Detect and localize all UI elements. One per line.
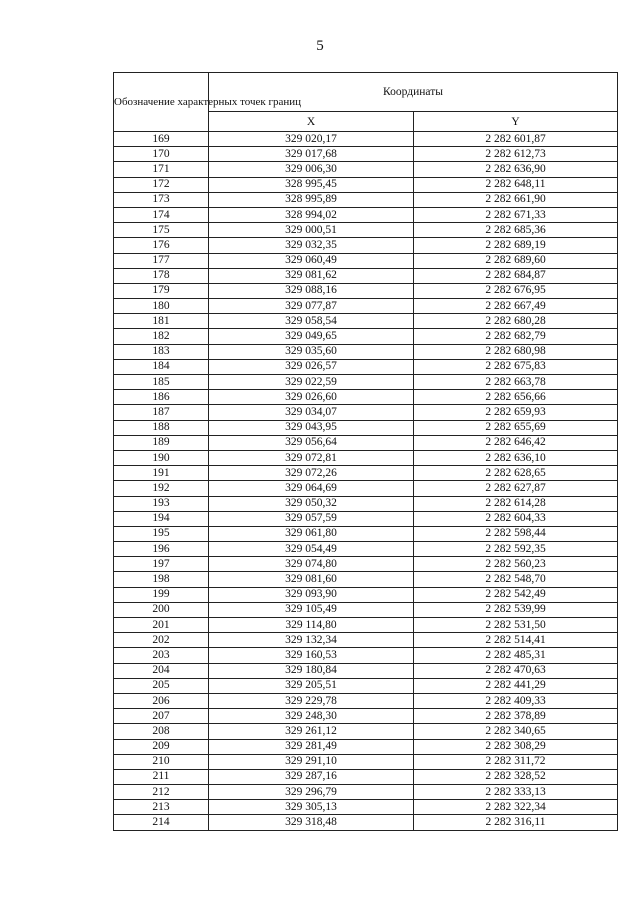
table-row [114, 557, 618, 572]
y-coordinate-cell: 2 282 676,95 [414, 283, 618, 298]
y-coordinate-cell: 2 282 409,33 [414, 693, 618, 708]
x-coordinate-cell: 329 050,32 [209, 496, 414, 511]
x-coordinate-cell: 329 261,12 [209, 724, 414, 739]
y-coordinate-cell: 2 282 539,99 [414, 602, 618, 617]
point-number-cell: 189 [114, 435, 209, 450]
x-coordinate-cell: 329 081,62 [209, 268, 414, 283]
y-coordinate-cell: 2 282 378,89 [414, 709, 618, 724]
table-row [114, 329, 618, 344]
x-coordinate-cell: 329 072,81 [209, 450, 414, 465]
x-coordinate-cell: 329 160,53 [209, 648, 414, 663]
point-number-cell: 169 [114, 132, 209, 147]
table-row [114, 496, 618, 511]
point-number-cell: 204 [114, 663, 209, 678]
x-coordinate-cell: 329 064,69 [209, 481, 414, 496]
x-coordinate-cell: 328 994,02 [209, 207, 414, 222]
x-coordinate-cell: 329 291,10 [209, 754, 414, 769]
x-coordinate-cell: 328 995,89 [209, 192, 414, 207]
table-row [114, 207, 618, 222]
table-row [114, 253, 618, 268]
y-header: Y [414, 112, 618, 132]
table-row [114, 162, 618, 177]
point-number-cell: 206 [114, 693, 209, 708]
point-number-cell: 200 [114, 602, 209, 617]
x-coordinate-cell: 329 056,64 [209, 435, 414, 450]
y-coordinate-cell: 2 282 485,31 [414, 648, 618, 663]
point-number-cell: 170 [114, 147, 209, 162]
point-number-cell: 184 [114, 359, 209, 374]
point-number-cell: 187 [114, 405, 209, 420]
y-coordinate-cell: 2 282 680,28 [414, 314, 618, 329]
x-coordinate-cell: 329 114,80 [209, 618, 414, 633]
table-row [114, 709, 618, 724]
table-header [114, 73, 618, 132]
table-row [114, 587, 618, 602]
point-number-cell: 210 [114, 754, 209, 769]
table-row [114, 299, 618, 314]
table-row [114, 769, 618, 784]
point-number-cell: 176 [114, 238, 209, 253]
point-number-cell: 198 [114, 572, 209, 587]
table-row [114, 359, 618, 374]
y-coordinate-cell: 2 282 328,52 [414, 769, 618, 784]
point-number-cell: 196 [114, 542, 209, 557]
y-coordinate-cell: 2 282 646,42 [414, 435, 618, 450]
x-coordinate-cell: 329 020,17 [209, 132, 414, 147]
y-coordinate-cell: 2 282 684,87 [414, 268, 618, 283]
x-coordinate-cell: 329 296,79 [209, 785, 414, 800]
y-coordinate-cell: 2 282 614,28 [414, 496, 618, 511]
y-coordinate-cell: 2 282 636,90 [414, 162, 618, 177]
y-coordinate-cell: 2 282 308,29 [414, 739, 618, 754]
table-row [114, 450, 618, 465]
x-coordinate-cell: 329 305,13 [209, 800, 414, 815]
x-coordinate-cell: 329 043,95 [209, 420, 414, 435]
y-coordinate-cell: 2 282 648,11 [414, 177, 618, 192]
y-coordinate-cell: 2 282 659,93 [414, 405, 618, 420]
x-coordinate-cell: 329 017,68 [209, 147, 414, 162]
y-coordinate-cell: 2 282 333,13 [414, 785, 618, 800]
coordinates-table [113, 72, 618, 831]
point-number-cell: 183 [114, 344, 209, 359]
x-coordinate-cell: 329 057,59 [209, 511, 414, 526]
y-coordinate-cell: 2 282 604,33 [414, 511, 618, 526]
point-number-cell: 193 [114, 496, 209, 511]
x-coordinate-cell: 329 318,48 [209, 815, 414, 830]
table-row [114, 542, 618, 557]
point-number-cell: 172 [114, 177, 209, 192]
point-number-cell: 181 [114, 314, 209, 329]
point-number-cell: 197 [114, 557, 209, 572]
x-coordinate-cell: 329 058,54 [209, 314, 414, 329]
point-number-cell: 179 [114, 283, 209, 298]
point-number-cell: 186 [114, 390, 209, 405]
point-number-cell: 213 [114, 800, 209, 815]
y-coordinate-cell: 2 282 627,87 [414, 481, 618, 496]
x-header: X [209, 112, 414, 132]
table-row [114, 375, 618, 390]
y-coordinate-cell: 2 282 680,98 [414, 344, 618, 359]
table-row [114, 754, 618, 769]
y-coordinate-cell: 2 282 671,33 [414, 207, 618, 222]
point-number-cell: 178 [114, 268, 209, 283]
point-number-cell: 191 [114, 466, 209, 481]
x-coordinate-cell: 329 105,49 [209, 602, 414, 617]
y-coordinate-cell: 2 282 612,73 [414, 147, 618, 162]
table-row [114, 481, 618, 496]
table-row [114, 739, 618, 754]
table-row [114, 177, 618, 192]
y-coordinate-cell: 2 282 598,44 [414, 526, 618, 541]
y-coordinate-cell: 2 282 685,36 [414, 223, 618, 238]
table-row [114, 815, 618, 830]
table-row [114, 344, 618, 359]
point-number-cell: 199 [114, 587, 209, 602]
point-number-cell: 205 [114, 678, 209, 693]
y-coordinate-cell: 2 282 592,35 [414, 542, 618, 557]
coordinates-header: Координаты [209, 73, 618, 112]
point-number-cell: 208 [114, 724, 209, 739]
table-row [114, 420, 618, 435]
table-row [114, 678, 618, 693]
table-row [114, 648, 618, 663]
point-number-cell: 182 [114, 329, 209, 344]
y-coordinate-cell: 2 282 682,79 [414, 329, 618, 344]
y-coordinate-cell: 2 282 514,41 [414, 633, 618, 648]
x-coordinate-cell: 329 205,51 [209, 678, 414, 693]
point-number-cell: 203 [114, 648, 209, 663]
y-coordinate-cell: 2 282 628,65 [414, 466, 618, 481]
point-number-cell: 173 [114, 192, 209, 207]
table-row [114, 511, 618, 526]
x-coordinate-cell: 329 060,49 [209, 253, 414, 268]
y-coordinate-cell: 2 282 655,69 [414, 420, 618, 435]
x-coordinate-cell: 329 061,80 [209, 526, 414, 541]
y-coordinate-cell: 2 282 667,49 [414, 299, 618, 314]
y-coordinate-cell: 2 282 663,78 [414, 375, 618, 390]
point-number-cell: 214 [114, 815, 209, 830]
x-coordinate-cell: 328 995,45 [209, 177, 414, 192]
table-row [114, 800, 618, 815]
x-coordinate-cell: 329 054,49 [209, 542, 414, 557]
table-row [114, 435, 618, 450]
table-row [114, 663, 618, 678]
y-coordinate-cell: 2 282 322,34 [414, 800, 618, 815]
point-number-cell: 201 [114, 618, 209, 633]
point-number-cell: 192 [114, 481, 209, 496]
x-coordinate-cell: 329 072,26 [209, 466, 414, 481]
x-coordinate-cell: 329 026,60 [209, 390, 414, 405]
point-number-cell: 180 [114, 299, 209, 314]
y-coordinate-cell: 2 282 311,72 [414, 754, 618, 769]
table-row [114, 526, 618, 541]
table-row [114, 618, 618, 633]
table-row [114, 724, 618, 739]
table-row [114, 785, 618, 800]
table-row [114, 238, 618, 253]
table-row [114, 223, 618, 238]
table-row [114, 390, 618, 405]
point-number-cell: 177 [114, 253, 209, 268]
x-coordinate-cell: 329 132,34 [209, 633, 414, 648]
point-number-cell: 188 [114, 420, 209, 435]
table-row [114, 147, 618, 162]
point-number-cell: 211 [114, 769, 209, 784]
table-row [114, 602, 618, 617]
x-coordinate-cell: 329 035,60 [209, 344, 414, 359]
table-row [114, 633, 618, 648]
x-coordinate-cell: 329 248,30 [209, 709, 414, 724]
y-coordinate-cell: 2 282 601,87 [414, 132, 618, 147]
page-number: 5 [316, 38, 324, 54]
x-coordinate-cell: 329 032,35 [209, 238, 414, 253]
table-row [114, 314, 618, 329]
y-coordinate-cell: 2 282 689,19 [414, 238, 618, 253]
x-coordinate-cell: 329 077,87 [209, 299, 414, 314]
y-coordinate-cell: 2 282 340,65 [414, 724, 618, 739]
point-number-cell: 171 [114, 162, 209, 177]
table-row [114, 192, 618, 207]
y-coordinate-cell: 2 282 675,83 [414, 359, 618, 374]
point-number-cell: 209 [114, 739, 209, 754]
x-coordinate-cell: 329 088,16 [209, 283, 414, 298]
y-coordinate-cell: 2 282 689,60 [414, 253, 618, 268]
x-coordinate-cell: 329 006,30 [209, 162, 414, 177]
x-coordinate-cell: 329 026,57 [209, 359, 414, 374]
x-coordinate-cell: 329 000,51 [209, 223, 414, 238]
y-coordinate-cell: 2 282 661,90 [414, 192, 618, 207]
table-row [114, 693, 618, 708]
designation-header: Обозначение характерных точек границ [114, 73, 209, 132]
point-number-cell: 194 [114, 511, 209, 526]
table-row [114, 132, 618, 147]
point-number-cell: 174 [114, 207, 209, 222]
y-coordinate-cell: 2 282 542,49 [414, 587, 618, 602]
x-coordinate-cell: 329 074,80 [209, 557, 414, 572]
y-coordinate-cell: 2 282 470,63 [414, 663, 618, 678]
table-body [114, 132, 618, 831]
point-number-cell: 195 [114, 526, 209, 541]
y-coordinate-cell: 2 282 441,29 [414, 678, 618, 693]
y-coordinate-cell: 2 282 636,10 [414, 450, 618, 465]
y-coordinate-cell: 2 282 656,66 [414, 390, 618, 405]
x-coordinate-cell: 329 049,65 [209, 329, 414, 344]
point-number-cell: 202 [114, 633, 209, 648]
y-coordinate-cell: 2 282 548,70 [414, 572, 618, 587]
point-number-cell: 185 [114, 375, 209, 390]
x-coordinate-cell: 329 229,78 [209, 693, 414, 708]
x-coordinate-cell: 329 287,16 [209, 769, 414, 784]
point-number-cell: 207 [114, 709, 209, 724]
table-row [114, 466, 618, 481]
x-coordinate-cell: 329 281,49 [209, 739, 414, 754]
point-number-cell: 175 [114, 223, 209, 238]
table-row [114, 283, 618, 298]
x-coordinate-cell: 329 180,84 [209, 663, 414, 678]
point-number-cell: 190 [114, 450, 209, 465]
table-row [114, 268, 618, 283]
y-coordinate-cell: 2 282 531,50 [414, 618, 618, 633]
x-coordinate-cell: 329 093,90 [209, 587, 414, 602]
point-number-cell: 212 [114, 785, 209, 800]
table-row [114, 572, 618, 587]
y-coordinate-cell: 2 282 316,11 [414, 815, 618, 830]
table-row [114, 405, 618, 420]
x-coordinate-cell: 329 081,60 [209, 572, 414, 587]
x-coordinate-cell: 329 034,07 [209, 405, 414, 420]
x-coordinate-cell: 329 022,59 [209, 375, 414, 390]
y-coordinate-cell: 2 282 560,23 [414, 557, 618, 572]
